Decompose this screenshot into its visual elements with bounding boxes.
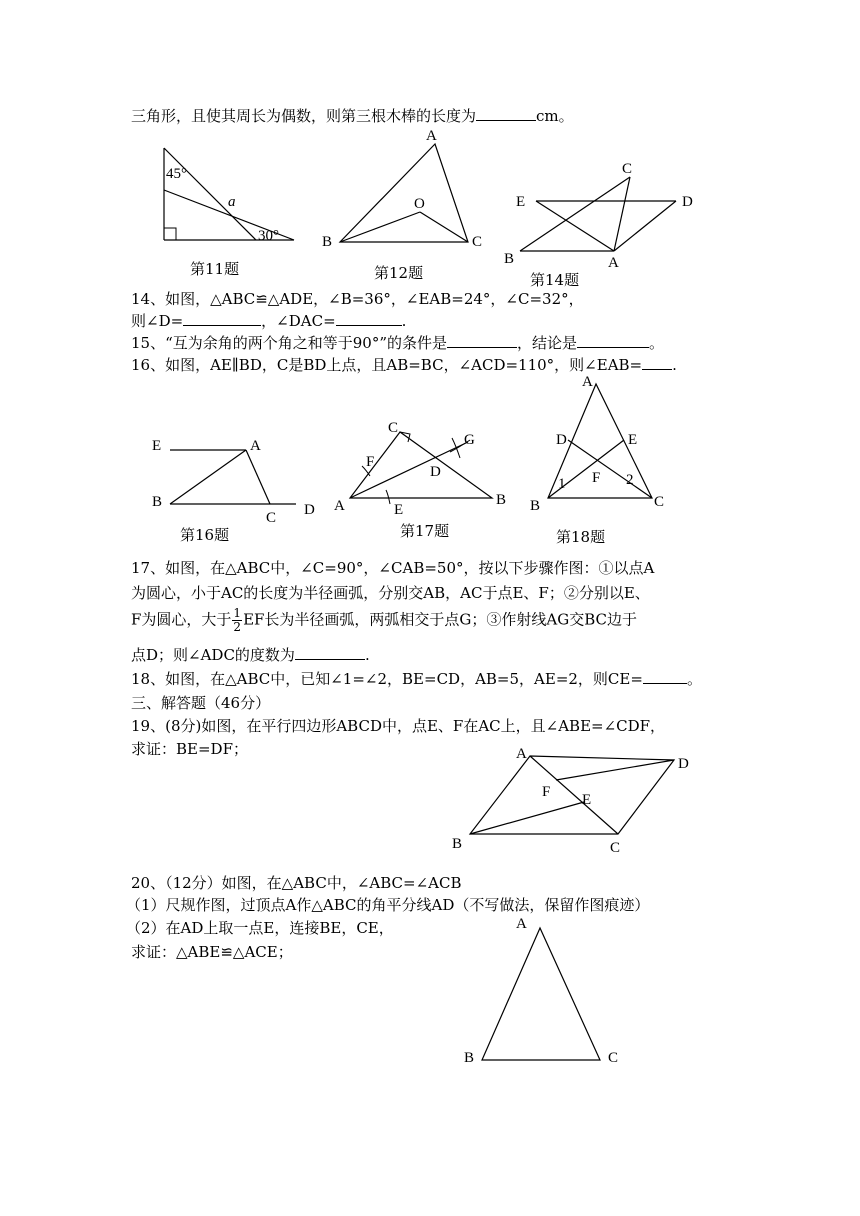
fig17-label-C: C bbox=[388, 420, 399, 436]
q19-line-2: 求证：BE=DF； bbox=[131, 740, 248, 758]
q15-line: 15、“互为余角的两个角之和等于90°”的条件是 ，结论是 。 bbox=[131, 334, 665, 352]
fig17-label-A: A bbox=[334, 498, 345, 514]
figure-12 bbox=[320, 124, 490, 254]
caption-14: 第14题 bbox=[530, 271, 580, 289]
fig16-label-B: B bbox=[152, 494, 163, 510]
fig11-label-a: a bbox=[228, 194, 236, 210]
fig17-label-D: D bbox=[430, 464, 441, 480]
fig12-label-O: O bbox=[414, 196, 425, 212]
fig17-label-E: E bbox=[394, 502, 404, 518]
fig19-label-A: A bbox=[516, 746, 527, 762]
fig19-label-D: D bbox=[678, 756, 689, 772]
q17-line-1: 17、如图，在△ABC中，∠C=90°，∠CAB=50°，按以下步骤作图：①以点A bbox=[131, 559, 655, 577]
answer-blank[interactable] bbox=[643, 669, 687, 684]
q17-line-3: F为圆心，大于 $\frac{1}{2}$ EF长为半径画弧，两弧相交于点G；③作射线AG交BC边于 bbox=[131, 606, 637, 634]
fig17-label-B: B bbox=[496, 492, 507, 508]
q14-line-2: 则∠D= ，∠DAC= . bbox=[131, 312, 407, 330]
section-3-heading: 三、解答题（46分） bbox=[131, 694, 271, 712]
figure-11 bbox=[160, 140, 300, 250]
fig16-label-D: D bbox=[304, 502, 315, 518]
fig17-label-G: G bbox=[464, 432, 475, 448]
caption-17: 第17题 bbox=[400, 522, 450, 540]
answer-blank[interactable] bbox=[476, 106, 536, 121]
q18-line: 18、如图，在△ABC中，已知∠1=∠2，BE=CD，AB=5，AE=2，则CE= 。 bbox=[131, 670, 702, 688]
fig17-label-F: F bbox=[366, 454, 375, 470]
q19-line-1: 19、(8分)如图，在平行四边形ABCD中，点E、F在AC上，且∠ABE=∠CDF， bbox=[131, 717, 666, 735]
q20-line-2: （1）尺规作图，过顶点A作△ABC的角平分线AD（不写做法，保留作图痕迹） bbox=[126, 896, 650, 914]
fig12-label-C: C bbox=[472, 234, 483, 250]
figure-20 bbox=[460, 912, 630, 1072]
q17-line-4: 点D；则∠ADC的度数为 . bbox=[131, 646, 370, 664]
answer-blank[interactable] bbox=[295, 645, 365, 660]
figure-14 bbox=[500, 155, 700, 275]
fraction-one-half: $\frac{1}{2}$ bbox=[233, 606, 242, 634]
figure-18 bbox=[520, 368, 680, 513]
fig20-label-A: A bbox=[516, 916, 527, 932]
fig19-label-F: F bbox=[542, 784, 551, 800]
fig20-label-C: C bbox=[608, 1050, 619, 1066]
figure-16 bbox=[150, 432, 330, 526]
answer-blank[interactable] bbox=[336, 311, 402, 326]
fig18-label-2: 2 bbox=[626, 472, 634, 488]
q20-line-4: 求证：△ABE≌△ACE； bbox=[131, 943, 293, 961]
fig20-label-B: B bbox=[464, 1050, 475, 1066]
q13-tail-line: 三角形，且使其周长为偶数，则第三根木棒的长度为 cm。 bbox=[131, 107, 574, 125]
fig19-label-B: B bbox=[452, 836, 463, 852]
fig18-label-E: E bbox=[628, 432, 638, 448]
answer-blank[interactable] bbox=[577, 333, 649, 348]
fig16-label-A: A bbox=[250, 438, 261, 454]
fig11-angle-30: 30° bbox=[258, 228, 279, 244]
fig14-label-E: E bbox=[516, 194, 526, 210]
figure-17 bbox=[330, 418, 520, 518]
caption-11: 第11题 bbox=[190, 260, 240, 278]
fig18-label-D: D bbox=[556, 432, 567, 448]
figure-19 bbox=[450, 742, 710, 857]
fig19-label-E: E bbox=[582, 792, 592, 808]
fig12-label-A: A bbox=[426, 128, 437, 144]
fig14-label-A: A bbox=[608, 255, 619, 271]
fig16-label-C: C bbox=[266, 510, 277, 526]
fig14-label-C: C bbox=[622, 161, 633, 177]
fig12-label-B: B bbox=[322, 234, 333, 250]
fig14-label-B: B bbox=[504, 251, 515, 267]
caption-16: 第16题 bbox=[180, 526, 230, 544]
fig19-label-C: C bbox=[610, 840, 621, 856]
fig11-angle-45: 45° bbox=[166, 166, 187, 182]
fig18-label-A: A bbox=[582, 374, 593, 390]
q16-line: 16、如图，AE∥BD，C是BD上点，且AB=BC，∠ACD=110°，则∠EAB= . bbox=[131, 356, 677, 374]
fig18-label-F: F bbox=[592, 470, 601, 486]
fig16-label-E: E bbox=[152, 438, 162, 454]
q17-line-2: 为圆心，小于AC的长度为半径画弧，分别交AB，AC于点E、F；②分别以E、 bbox=[131, 584, 650, 602]
fig18-label-1: 1 bbox=[558, 476, 566, 492]
q14-line-1: 14、如图，△ABC≌△ADE，∠B=36°，∠EAB=24°，∠C=32°， bbox=[131, 290, 584, 308]
fig18-label-C: C bbox=[654, 494, 665, 510]
caption-18: 第18题 bbox=[556, 528, 606, 546]
answer-blank[interactable] bbox=[183, 311, 261, 326]
caption-12: 第12题 bbox=[374, 264, 424, 282]
fig14-label-D: D bbox=[682, 194, 693, 210]
q20-line-1: 20、（12分）如图，在△ABC中，∠ABC=∠ACB bbox=[131, 874, 462, 892]
answer-blank[interactable] bbox=[447, 333, 517, 348]
q20-line-3: （2）在AD上取一点E，连接BE，CE， bbox=[126, 919, 394, 937]
fig18-label-B: B bbox=[530, 498, 541, 514]
